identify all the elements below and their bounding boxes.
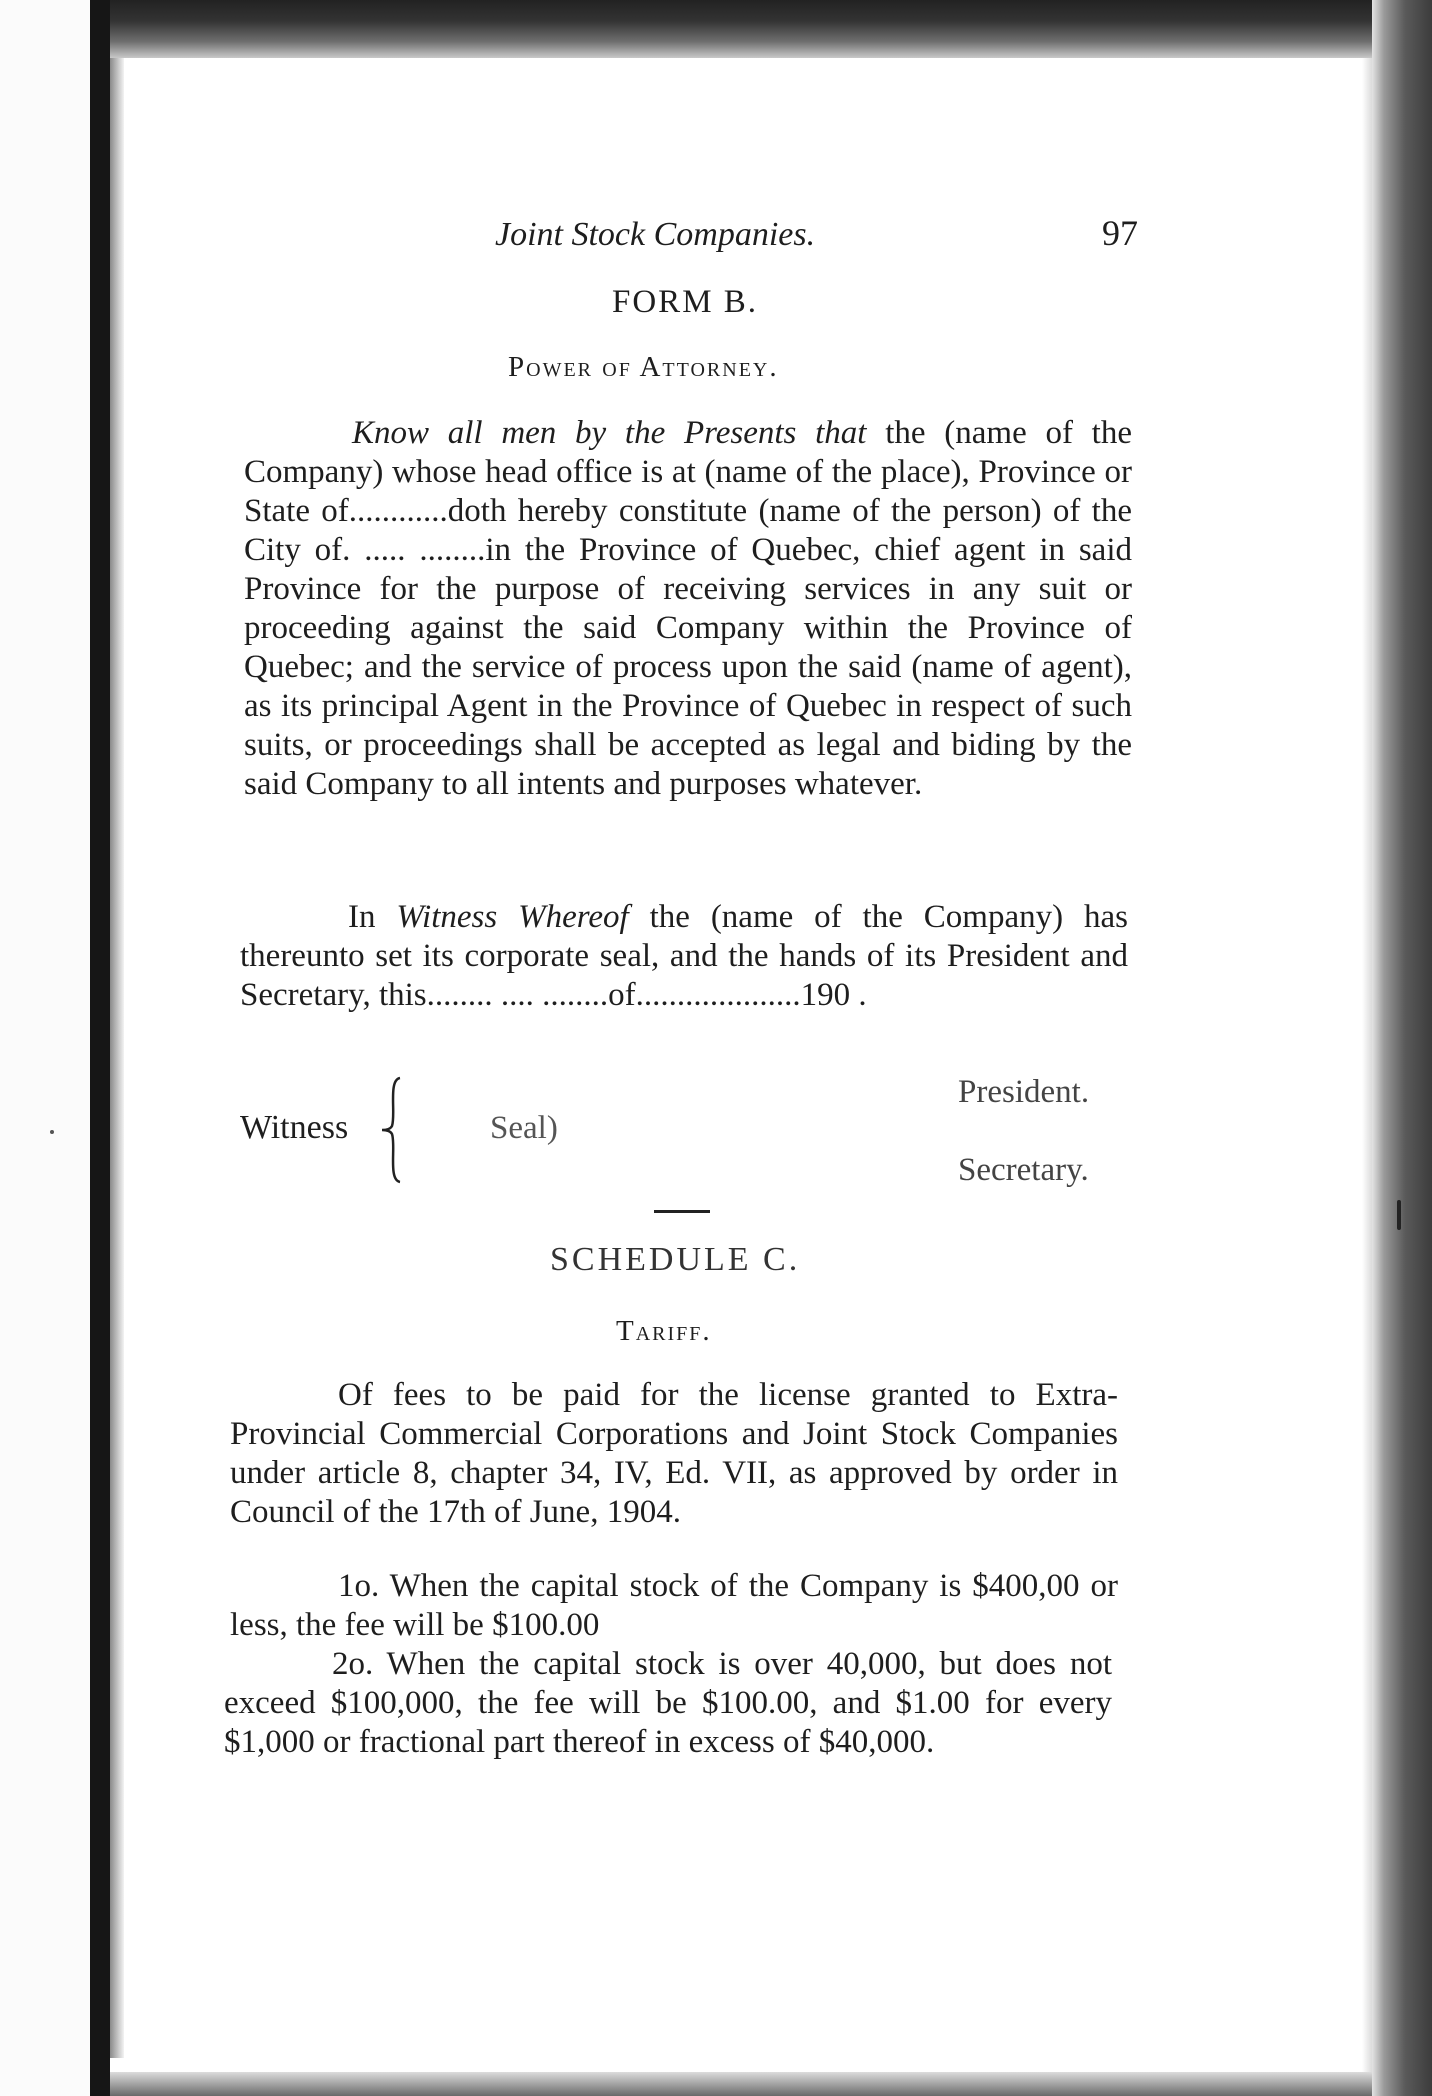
power-of-attorney-paragraph xyxy=(244,414,1132,804)
tariff-item-2: 2o. When the capital stock is over 40,000, but does not exceed $100,000, the fee will be $100.00, and $1.00 for every $1,000 or fractional part thereof in excess of $40,000. xyxy=(224,1646,1112,1760)
secretary-label: Secretary. xyxy=(958,1152,1089,1188)
scan-border-top xyxy=(0,0,1432,58)
witness-whereof-phrase: Witness Whereof xyxy=(396,899,629,935)
witness-label: Witness xyxy=(240,1109,349,1146)
book-spine xyxy=(90,0,110,2096)
tariff-item-1: 1o. When the capital stock of the Company is $400,00 or less, the fee will be $100.00 xyxy=(230,1568,1118,1643)
witness-clause-paragraph xyxy=(240,898,1128,1015)
section-divider xyxy=(654,1210,710,1213)
witness-clause-prefix: In xyxy=(348,899,397,935)
running-head: Joint Stock Companies. xyxy=(495,216,816,253)
page-number: 97 xyxy=(1102,213,1138,253)
form-title: FORM B. xyxy=(612,284,759,320)
form-subtitle: Power of Attorney. xyxy=(508,351,779,383)
power-of-attorney-text: the (name of the Company) whose head office is at (name of the place), Province or State of............doth hereby constitute (name of the person) of the City of. ..... ........in the Province of Quebec, chief agent in said Province for the purpose of receiving services in any suit or proceeding against the said Company within the Province of Quebec; and the service of process upon the said (name of agent), as its principal Agent in the Province of Quebec in respect of such suits, or proceedings shall be accepted as legal and biding by the said Company to all intents and purposes whatever. xyxy=(244,415,1132,802)
scan-speck xyxy=(50,1130,54,1134)
tariff-intro-paragraph: Of fees to be paid for the license granted to Extra-Provincial Commercial Corporations and Joint Stock Companies under article 8, chapter 34, IV, Ed. VII, as approved by order in Council of the 17th of June, 1904. xyxy=(230,1377,1118,1530)
president-label: President. xyxy=(958,1074,1090,1110)
scan-speck xyxy=(1397,1200,1401,1230)
witness-clause-text: the (name of the Company) has thereunto set its corporate seal, and the hands of its President and Secretary, this........ .... ........of....................190 . xyxy=(240,899,1128,1013)
gutter-shadow xyxy=(110,58,124,2058)
seal-label: Seal) xyxy=(490,1110,558,1146)
curly-brace-icon xyxy=(380,1074,410,1186)
schedule-subtitle: Tariff. xyxy=(616,1315,712,1347)
scan-border-right xyxy=(1372,0,1432,2096)
facing-page-edge xyxy=(0,0,98,2096)
scan-border-bottom xyxy=(110,2072,1372,2096)
schedule-title: SCHEDULE C. xyxy=(550,1241,801,1278)
opening-phrase: Know all men by the Presents that xyxy=(352,415,867,451)
